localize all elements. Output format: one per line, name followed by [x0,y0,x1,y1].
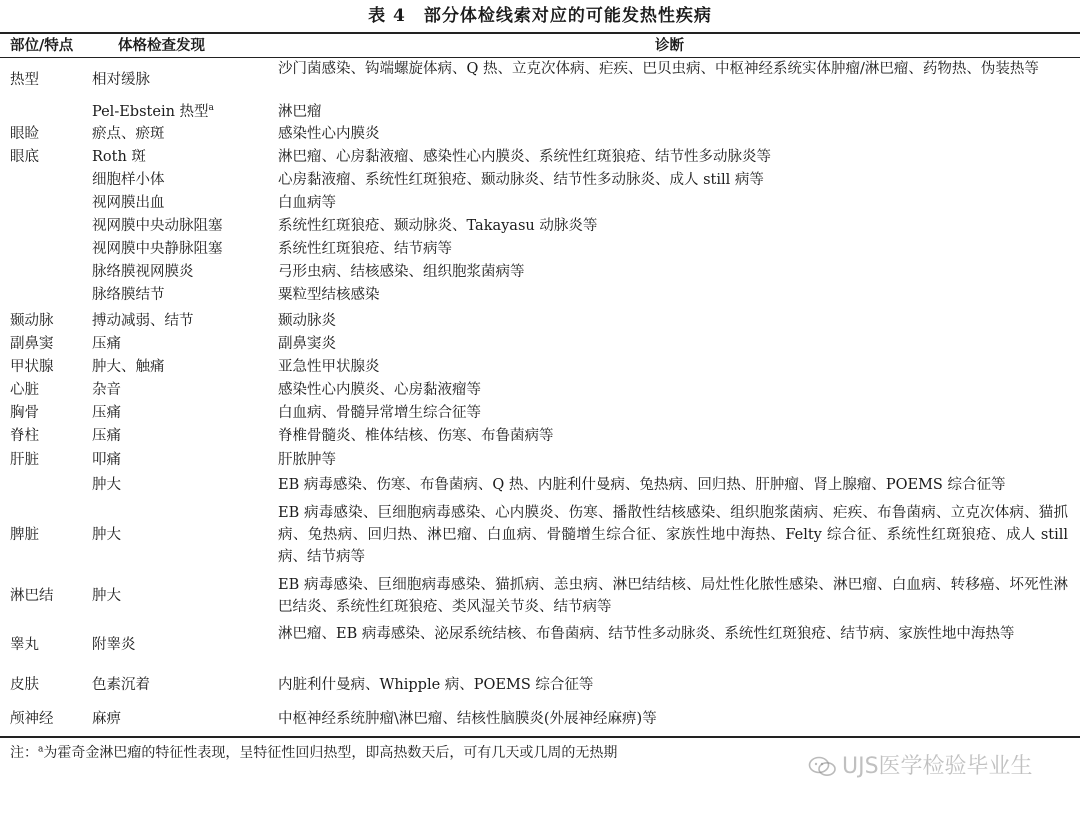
wechat-icon [808,756,838,778]
row-finding [92,333,121,355]
row-site: 脊柱 [10,428,39,444]
row-site: 甲状腺 [10,359,54,375]
row-site: 睾丸 [10,637,39,653]
table-row [0,425,1080,447]
row-finding-text: 脉络膜结节 [92,287,165,303]
row-diagnosis: 内脏利什曼病、Whipple 病、POEMS 综合征等 [278,677,594,693]
row-diagnosis: 沙门菌感染、钩端螺旋体病、Q 热、立克次体病、疟疾、巴贝虫病、中枢神经系统实体肿瘤/淋巴瘤、药物热、伪装热等 [278,61,1039,77]
row-finding [92,310,194,332]
note-text: 为霍奇金淋巴瘤的特征性表现，呈特征性回归热型，即高热数天后，可有几天或几周的无热期 [43,745,618,761]
table-number: 表 4 [368,6,406,26]
table-row [0,238,1080,260]
row-finding-text: 杂音 [92,382,121,398]
row-finding-sup: a [208,103,214,114]
table-row [0,261,1080,283]
row-finding-text: 肿大、触痛 [92,359,165,375]
watermark [808,752,1033,782]
table-row [0,58,1080,102]
row-finding-text: 相对缓脉 [92,72,150,88]
row-diagnosis: 感染性心内膜炎、心房黏液瘤等 [278,382,481,398]
table-row [0,215,1080,237]
header-finding: 体格检查发现 [118,37,205,54]
header-site: 部位/特点 [10,37,74,54]
row-diagnosis: 淋巴瘤 [278,104,322,120]
row-diagnosis: 副鼻窦炎 [278,336,336,352]
row-finding-text: 脉络膜视网膜炎 [92,264,194,280]
row-finding-text: Pel-Ebstein 热型 [92,104,209,120]
row-finding [92,474,121,496]
table-title [0,2,1080,30]
row-diagnosis: 白血病、骨髓异常增生综合征等 [278,405,481,421]
table-title-text: 部分体检线索对应的可能发热性疾病 [423,6,712,26]
row-site: 脾脏 [10,527,39,543]
row-diagnosis: 白血病等 [278,195,336,211]
row-finding [92,708,121,730]
table-row [0,674,1080,696]
row-finding-text: 视网膜中央动脉阻塞 [92,218,223,234]
row-finding [92,123,165,145]
row-finding [92,402,121,424]
row-diagnosis: EB 病毒感染、巨细胞病毒感染、心内膜炎、伤寒、播散性结核感染、组织胞浆菌病、疟疾、布鲁菌病、立克次体病、猫抓病、兔热病、回归热、淋巴瘤、白血病、骨髓增生综合征、家族性地中海热、Felty 综合征、系统性红斑狼疮、成人 still 病、结节病等 [278,505,1068,565]
row-diagnosis: 肝脓肿等 [278,452,336,468]
row-diagnosis: 心房黏液瘤、系统性红斑狼疮、颞动脉炎、结节性多动脉炎、成人 still 病等 [278,172,764,188]
row-site: 胸骨 [10,405,39,421]
row-finding [92,356,165,378]
row-finding [92,215,223,237]
table-row [0,474,1080,500]
row-finding-text: 肿大 [92,588,121,604]
bottom-rule [0,736,1080,738]
table-row [0,402,1080,424]
row-finding-text: 压痛 [92,405,121,421]
row-site: 淋巴结 [10,588,54,604]
table-row [0,449,1080,471]
row-diagnosis: 脊椎骨髓炎、椎体结核、伤寒、布鲁菌病等 [278,428,554,444]
table-row [0,123,1080,145]
row-finding-text: 细胞样小体 [92,172,165,188]
table-row [0,623,1080,667]
row-finding-text: 压痛 [92,428,121,444]
row-site: 肝脏 [10,452,39,468]
row-finding [92,585,121,607]
row-finding [92,449,121,471]
row-finding [92,284,165,306]
row-diagnosis: 粟粒型结核感染 [278,287,380,303]
row-finding [92,674,150,696]
row-diagnosis: 亚急性甲状腺炎 [278,359,380,375]
table-row [0,101,1080,123]
table-note [10,742,617,764]
row-site: 热型 [10,72,39,88]
row-diagnosis: 系统性红斑狼疮、结节病等 [278,241,452,257]
row-finding [92,192,165,214]
row-site: 颞动脉 [10,313,54,329]
row-finding-text: 肿大 [92,477,121,493]
row-finding [92,69,150,91]
row-diagnosis: 颞动脉炎 [278,313,336,329]
watermark-text: UJS医学检验毕业生 [842,754,1033,779]
note-prefix: 注： [10,745,38,761]
row-finding [92,101,214,123]
table-row [0,146,1080,168]
table-row [0,310,1080,332]
row-finding-text: 色素沉着 [92,677,150,693]
header-diagnosis: 诊断 [655,37,684,54]
row-site: 眼睑 [10,126,39,142]
row-finding-text: 瘀点、瘀斑 [92,126,165,142]
row-finding-text: 视网膜中央静脉阻塞 [92,241,223,257]
row-finding-text: Roth 斑 [92,149,146,165]
row-finding [92,261,194,283]
row-diagnosis: 系统性红斑狼疮、颞动脉炎、Takayasu 动脉炎等 [278,218,598,234]
row-site: 眼底 [10,149,39,165]
row-site: 心脏 [10,382,39,398]
table-row [0,502,1080,568]
row-finding-text: 叩痛 [92,452,121,468]
table-row [0,708,1080,730]
row-finding [92,524,121,546]
row-finding [92,169,165,191]
table-row [0,169,1080,191]
table-row [0,333,1080,355]
row-finding [92,634,136,656]
row-diagnosis: 弓形虫病、结核感染、组织胞浆菌病等 [278,264,525,280]
row-diagnosis: 中枢神经系统肿瘤\淋巴瘤、结核性脑膜炎(外展神经麻痹)等 [278,711,657,727]
row-finding-text: 肿大 [92,527,121,543]
row-finding-text: 附睾炎 [92,637,136,653]
table-row [0,574,1080,618]
row-site: 副鼻窦 [10,336,54,352]
row-finding-text: 压痛 [92,336,121,352]
row-finding-text: 视网膜出血 [92,195,165,211]
table-row [0,284,1080,306]
row-site: 皮肤 [10,677,39,693]
row-finding [92,425,121,447]
row-finding [92,238,223,260]
row-diagnosis: 淋巴瘤、EB 病毒感染、泌尿系统结核、布鲁菌病、结节性多动脉炎、系统性红斑狼疮、结节病、家族性地中海热等 [278,626,1015,642]
row-diagnosis: 感染性心内膜炎 [278,126,380,142]
table-row [0,356,1080,378]
row-diagnosis: EB 病毒感染、巨细胞病毒感染、猫抓病、恙虫病、淋巴结结核、局灶性化脓性感染、淋巴瘤、白血病、转移癌、坏死性淋巴结炎、系统性红斑狼疮、类风湿关节炎、结节病等 [278,577,1068,615]
row-finding [92,146,146,168]
row-finding-text: 麻痹 [92,711,121,727]
row-finding [92,379,121,401]
note-sup: a [38,744,44,755]
table-row [0,192,1080,214]
row-site: 颅神经 [10,711,54,727]
row-diagnosis: 淋巴瘤、心房黏液瘤、感染性心内膜炎、系统性红斑狼疮、结节性多动脉炎等 [278,149,771,165]
row-finding-text: 搏动减弱、结节 [92,313,194,329]
table-row [0,379,1080,401]
row-diagnosis: EB 病毒感染、伤寒、布鲁菌病、Q 热、内脏利什曼病、兔热病、回归热、肝肿瘤、肾上腺瘤、POEMS 综合征等 [278,477,1006,493]
